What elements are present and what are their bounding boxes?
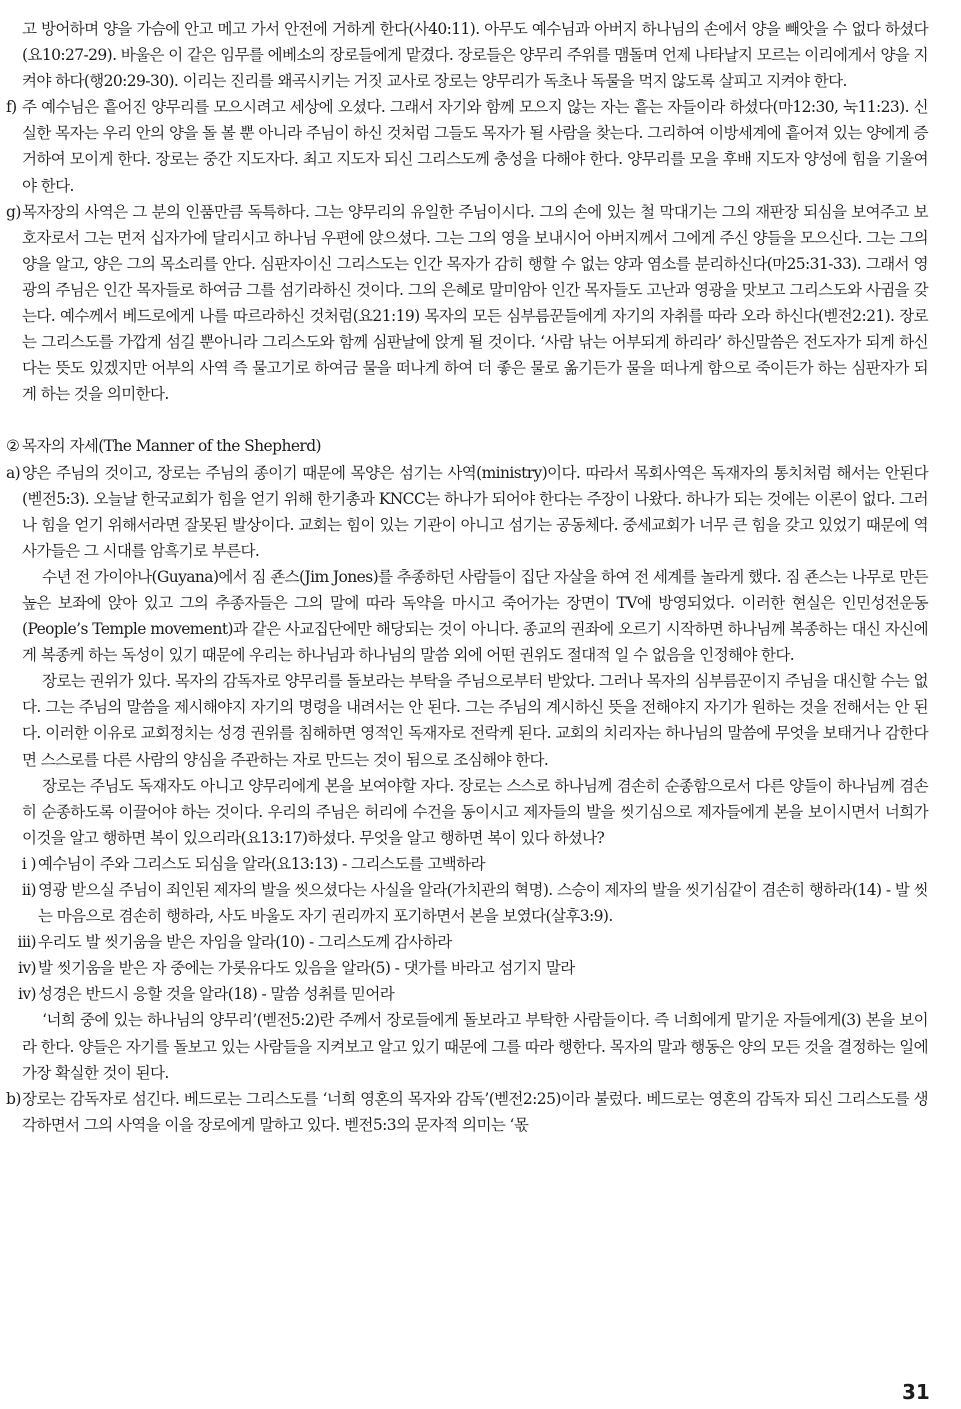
roman-item-text: 예수님이 주와 그리스도 되심을 알라(요13:13) - 그리스도를 고백하라 xyxy=(38,854,485,873)
section-marker: ② xyxy=(6,437,20,456)
roman-item-text: 발 씻기움을 받은 자 중에는 가롯유다도 있음을 알라(5) - 댓가를 바라고 섬기지 말라 xyxy=(38,959,575,978)
item-f-marker: f) xyxy=(6,98,17,117)
item-b-text: 장로는 감독자로 섬긴다. 베드로는 그리스도를 ‘너희 영혼의 목자와 감독’(벧전2:25)이라 불렀다. 베드로는 영혼의 감독자 되신 그리스도를 생각하면서 그의 사역을 이을 장로에게 말하고 있다. 벧전5:3의 문자적 의미는 ‘몫 xyxy=(22,1089,928,1134)
item-a xyxy=(6,460,928,564)
roman-item-marker: iv) xyxy=(18,959,36,978)
item-f-text: 주 예수님은 흩어진 양무리를 모으시려고 세상에 오셨다. 그래서 자기와 함께 모으지 않는 자는 흩는 자들이라 하셨다(마12:30, 눅11:23). 신실한 목자는 우리 안의 양을 돌 볼 뿐 아니라 주님이 하신 것처럼 그들도 목자가 될 사람을 찾는다. 그리하여 이방세계에 흩어져 있는 양에게 증거하여 모이게 한다. 장로는 중간 지도자다. 최고 지도자 되신 그리스도께 충성을 다해야 한다. 양무리를 모을 후배 지도자 양성에 힘을 기울여야 한다. xyxy=(22,98,928,195)
item-a-text: 양은 주님의 것이고, 장로는 주님의 종이기 때문에 목양은 섬기는 사역(ministry)이다. 따라서 목회사역은 독재자의 통치처럼 해서는 안된다(벧전5:3). 오늘날 한국교회가 힘을 얻기 위해 한기총과 KNCC는 하나가 되어야 한다는 주장이 나왔다. 하나가 되는 것에는 이론이 없다. 그러나 힘을 얻기 위해서라면 잘못된 발상이다. 교회는 힘이 있는 기관이 아니고 섬기는 공동체다. 중세교회가 너무 큰 힘을 갖고 있었기 때문에 역사가들은 그 시대를 암흑기로 부른다. xyxy=(22,463,928,560)
roman-item-marker: iv) xyxy=(18,985,36,1004)
roman-item xyxy=(6,955,928,981)
roman-item-marker: ii) xyxy=(21,881,36,899)
roman-item-text: 우리도 발 씻기움을 받은 자임을 알라(10) - 그리스도께 감사하라 xyxy=(38,933,452,952)
item-g-marker: g) xyxy=(6,202,21,221)
roman-item-marker: iii) xyxy=(17,933,36,952)
roman-item xyxy=(6,929,928,955)
page-number: 31 xyxy=(902,1380,930,1404)
item-b xyxy=(6,1086,928,1138)
roman-item xyxy=(6,851,928,877)
roman-item-marker: i ) xyxy=(21,854,36,873)
roman-item xyxy=(6,877,928,929)
roman-item xyxy=(6,981,928,1007)
item-g-text: 목자장의 사역은 그 분의 인품만큼 독특하다. 그는 양무리의 유일한 주님이시다. 그의 손에 있는 철 막대기는 그의 재판장 되심을 보여주고 보호자로서 그는 먼저 십자가에 달리시고 하나님 우편에 앉으셨다. 그는 그의 영을 보내시어 아버지께서 그에게 주신 양들을 모으신다. 그는 그의 양을 알고, 양은 그의 목소리를 안다. 심판자이신 그리스도는 인간 목자가 감히 행할 수 없는 양과 염소를 분리하신다(마25:31-33). 그래서 영광의 주님은 인간 목자들로 하여금 그를 섬기라하신 것이다. 그의 은혜로 말미암아 인간 목자들도 고난과 영광을 맛보고 그리스도와 사귐을 갖는다. 예수께서 베드로에게 나를 따르라하신 것처럼(요21:19) 목자의 모든 심부름꾼들에게 자기의 자취를 따라 오라 하신다(벧전2:21). 장로는 그리스도를 가깝게 섬길 뿐아니라 그리스도와 함께 심판날에 앉게 될 것이다. ‘사람 낚는 어부되게 하리라’ 하신말씀은 전도자가 되게 하신다는 뜻도 있겠지만 어부의 사역 즉 물고기로 하여금 물을 떠나게 하여 더 좋은 물로 옮기든가 물을 떠나게 함으로 죽이든가 하는 심판자가 되게 하는 것을 의미한다. xyxy=(22,202,928,404)
page-content xyxy=(6,16,928,1138)
item-a-marker: a) xyxy=(6,463,21,482)
closing-paragraph: ‘너희 중에 있는 하나님의 양무리’(벧전5:2)란 주께서 장로들에게 돌보라고 부탁한 사람들이다. 즉 너희에게 맡기운 자들에게(3) 본을 보이라 한다. 양들은 자기를 돌보고 있는 사람들을 지켜보고 알고 있기 때문에 그를 따라 행한다. 목자의 말과 행동은 양의 모든 것을 결정하는 일에 가장 확실한 것이 된다. xyxy=(22,1011,928,1082)
paragraph-elder-example: 장로는 주님도 독재자도 아니고 양무리에게 본을 보여야할 자다. 장로는 스스로 하나님께 겸손히 순종함으로서 다른 양들이 하나님께 겸손히 순종하도록 이끌어야 하는 것이다. 우리의 주님은 허리에 수건을 동이시고 제자들의 발을 씻기심으로 제자들에게 본을 보이시면서 너희가 이것을 알고 행하면 복이 있으리라(요13:17)하셨다. 무엇을 알고 행하면 복이 있다 하셨나? xyxy=(22,776,928,847)
paragraph-jim-jones: 수년 전 가이아나(Guyana)에서 짐 죤스(Jim Jones)를 추종하던 사람들이 집단 자살을 하여 전 세계를 놀라게 했다. 짐 죤스는 나무로 만든 높은 보좌에 앉아 있고 그의 추종자들은 그의 말에 따라 독약을 마시고 죽어가는 장면이 TV에 방영되었다. 이러한 현실은 인민성전운동(People’s Temple movement)과 같은 사교집단에만 해당되는 것이 아니다. 종교의 권좌에 오르기 시작하면 하나님께 복종하는 대신 자신에게 복종케 하는 독성이 있기 때문에 우리는 하나님과 하나님의 말씀 외에 어떤 권위도 절대적 일 수 없음을 인정해야 한다. xyxy=(22,567,928,665)
item-f xyxy=(6,94,928,198)
section-title: 목자의 자세(The Manner of the Shepherd) xyxy=(22,437,321,456)
item-g xyxy=(6,199,928,408)
item-b-marker: b) xyxy=(6,1089,21,1108)
continuation-paragraph: 고 방어하며 양을 가슴에 안고 메고 가서 안전에 거하게 한다(사40:11). 아무도 예수님과 아버지 하나님의 손에서 양을 빼앗을 수 없다 하셨다(요10:27-29). 바울은 이 같은 임무를 에베소의 장로들에게 맡겼다. 장로들은 양무리 주위를 맴돌며 언제 나타날지 모르는 이리에게서 양을 지켜야 하다(행20:29-30). 이리는 진리를 왜곡시키는 거짓 교사로 장로는 양무리가 독초나 독물을 먹지 않도록 살피고 지켜야 한다. xyxy=(22,20,928,91)
paragraph-elder-authority: 장로는 권위가 있다. 목자의 감독자로 양무리를 돌보라는 부탁을 주님으로부터 받았다. 그러나 목자의 심부름꾼이지 주님을 대신할 수는 없다. 그는 주님의 말씀을 제시해야지 자기의 명령을 내려서는 안 된다. 그는 주님의 계시하신 뜻을 전해야지 자기가 원하는 것을 전해서는 안 된다. 이러한 이유로 교회정치는 성경 권위를 침해하면 영적인 독재자로 전락케 된다. 교회의 치리자는 하나님의 말씀에 무엇을 보태거나 감한다면 스스로를 다른 사람의 양심을 주관하는 자로 만드는 것이 됨으로 조심해야 한다. xyxy=(22,672,928,769)
section-heading xyxy=(6,433,928,459)
roman-item-text: 성경은 반드시 응할 것을 알라(18) - 말씀 성취를 믿어라 xyxy=(38,985,395,1004)
roman-item-text: 영광 받으실 주님이 죄인된 제자의 발을 씻으셨다는 사실을 알라(가치관의 혁명). 스승이 제자의 발을 씻기심같이 겸손히 행하라(14) - 발 씻는 마음으로 겸손히 행하라, 사도 바울도 자기 권리까지 포기하면서 본을 보였다(살후3:9). xyxy=(38,881,928,926)
spacer xyxy=(6,407,928,433)
